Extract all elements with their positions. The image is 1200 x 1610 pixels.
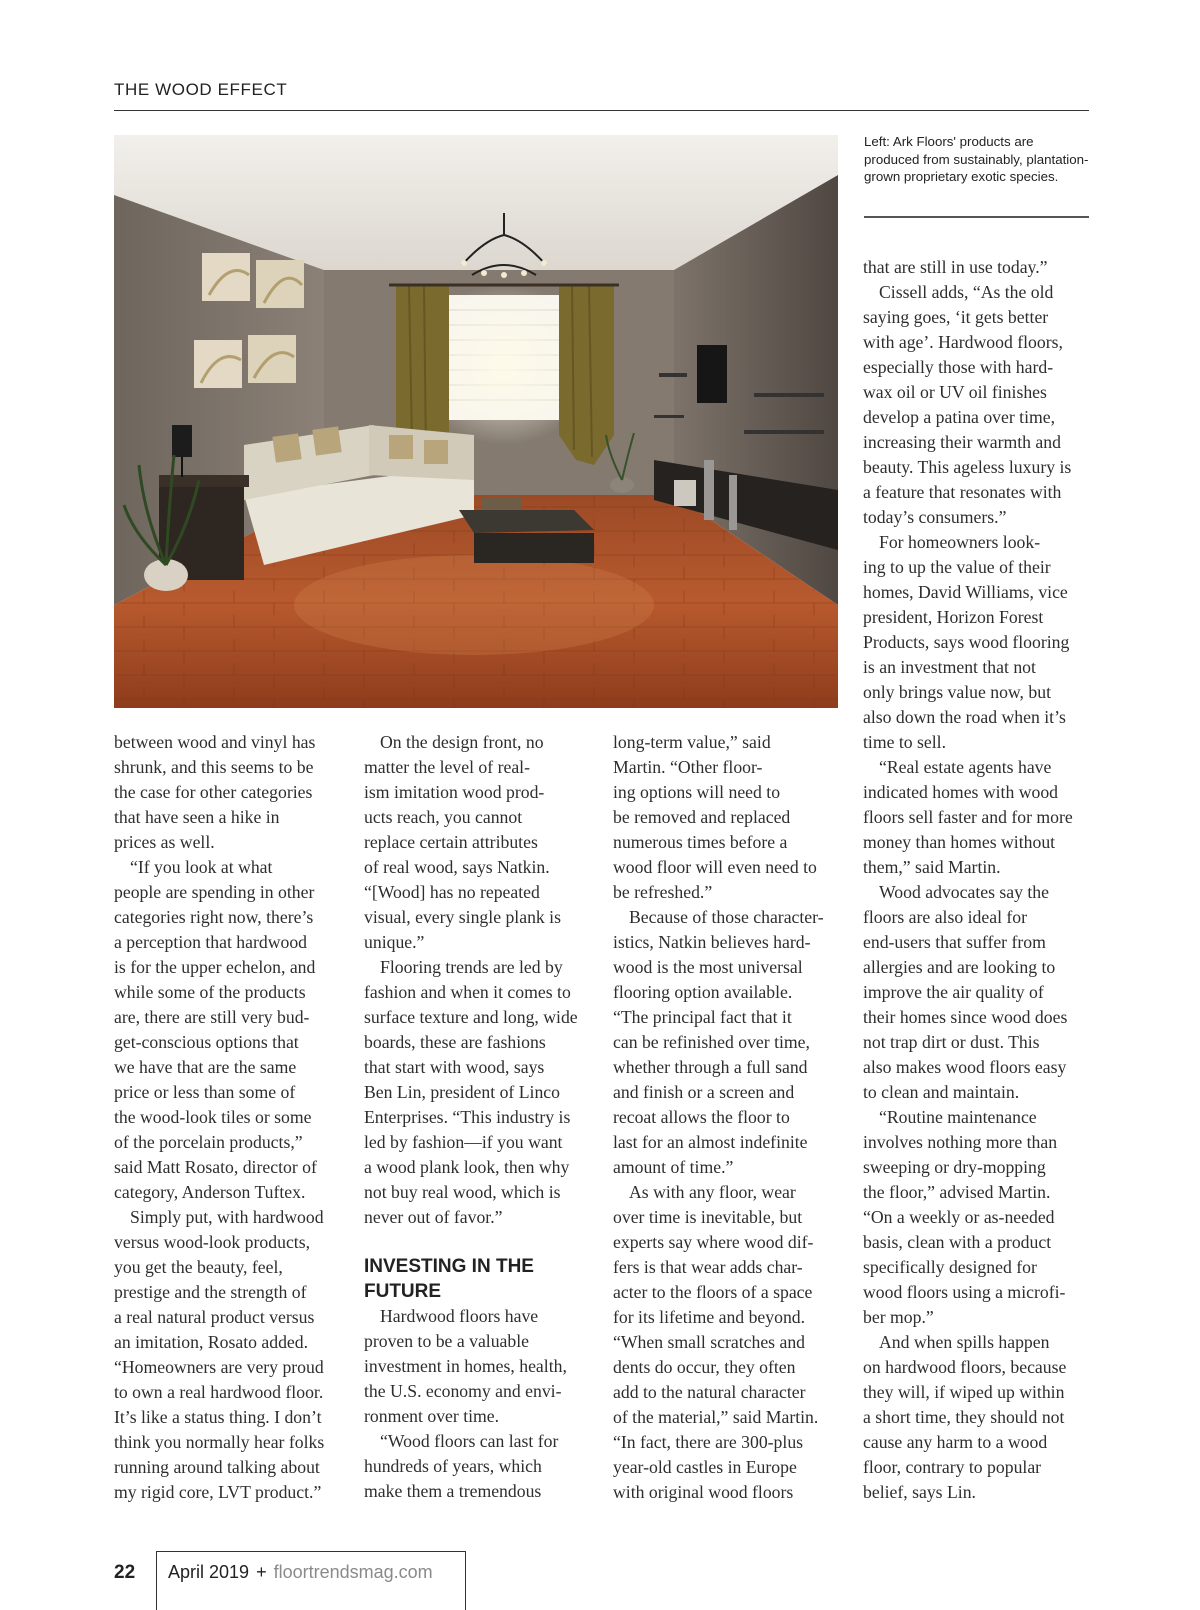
text-line: the U.S. economy and envi-	[364, 1381, 562, 1401]
text-line: a real natural product versus	[114, 1307, 315, 1327]
header-rule	[114, 110, 1089, 111]
text-line: make them a tremendous	[364, 1481, 542, 1501]
text-line: not trap dirt or dust. This	[863, 1032, 1040, 1052]
text-line: that start with wood, says	[364, 1057, 545, 1077]
footer-separator: +	[256, 1562, 267, 1582]
text-line: floors sell faster and for more	[863, 807, 1073, 827]
text-line: proven to be a valuable	[364, 1331, 530, 1351]
text-line: can be refinished over time,	[613, 1032, 810, 1052]
text-line: long-term value,” said	[613, 732, 771, 752]
text-line: wood floors using a microfi-	[863, 1282, 1066, 1302]
text-line: basis, clean with a product	[863, 1232, 1052, 1252]
caption-rule	[864, 216, 1089, 218]
text-line: only brings value now, but	[863, 682, 1051, 702]
text-line: homes, David Williams, vice	[863, 582, 1068, 602]
text-line: dents do occur, they often	[613, 1357, 796, 1377]
text-line: “Routine maintenance	[879, 1107, 1037, 1127]
text-line: on hardwood floors, because	[863, 1357, 1067, 1377]
text-line: saying goes, ‘it gets better	[863, 307, 1049, 327]
text-line: never out of favor.”	[364, 1207, 503, 1227]
text-line: money than homes without	[863, 832, 1056, 852]
text-line: to clean and maintain.	[863, 1082, 1020, 1102]
text-line: And when spills happen	[879, 1332, 1050, 1352]
text-line: Martin. “Other floor-	[613, 757, 763, 777]
text-line: It’s like a status thing. I don’t	[114, 1407, 322, 1427]
text-line: fashion and when it comes to	[364, 982, 571, 1002]
text-line: hundreds of years, which	[364, 1456, 542, 1476]
text-line: ing options will need to	[613, 782, 781, 802]
text-line: is for the upper echelon, and	[114, 957, 316, 977]
text-line: For homeowners look-	[879, 532, 1041, 552]
text-line: beauty. This ageless luxury is	[863, 457, 1072, 477]
text-line: specifically designed for	[863, 1257, 1037, 1277]
text-line: replace certain attributes	[364, 832, 538, 852]
text-line: allergies and are looking to	[863, 957, 1056, 977]
text-line: “Homeowners are very proud	[114, 1357, 324, 1377]
text-line: ronment over time.	[364, 1406, 500, 1426]
text-line: categories right now, there’s	[114, 907, 314, 927]
text-line: end-users that suffer from	[863, 932, 1046, 952]
text-line: get-conscious options that	[114, 1032, 299, 1052]
text-line: floors are also ideal for	[863, 907, 1028, 927]
text-line: last for an almost indefinite	[613, 1132, 808, 1152]
text-line: floor, contrary to popular	[863, 1457, 1042, 1477]
text-line: not buy real wood, which is	[364, 1182, 561, 1202]
text-line: develop a patina over time,	[863, 407, 1056, 427]
subheading: INVESTING IN THE	[364, 1256, 534, 1277]
text-line: “In fact, there are 300-plus	[613, 1432, 804, 1452]
subheading: FUTURE	[364, 1281, 442, 1302]
text-line: you get the beauty, feel,	[114, 1257, 283, 1277]
text-line: whether through a full sand	[613, 1057, 808, 1077]
text-line: over time is inevitable, but	[613, 1207, 803, 1227]
text-line: that have seen a hike in	[114, 807, 280, 827]
living-room-photo	[114, 135, 838, 708]
text-line: for its lifetime and beyond.	[613, 1307, 806, 1327]
text-line: Cissell adds, “As the old	[879, 282, 1054, 302]
text-line: the wood-look tiles or some	[114, 1107, 312, 1127]
text-line: running around talking about	[114, 1457, 320, 1477]
text-line: indicated homes with wood	[863, 782, 1059, 802]
text-line: wood is the most universal	[613, 957, 803, 977]
text-line: recoat allows the floor to	[613, 1107, 790, 1127]
text-line: improve the air quality of	[863, 982, 1044, 1002]
text-line: shrunk, and this seems to be	[114, 757, 314, 777]
text-line: increasing their warmth and	[863, 432, 1061, 452]
text-line: surface texture and long, wide	[364, 1007, 578, 1027]
text-line: to own a real hardwood floor.	[114, 1382, 324, 1402]
text-line: ucts reach, you cannot	[364, 807, 523, 827]
text-line: the case for other categories	[114, 782, 313, 802]
text-line: experts say where wood dif-	[613, 1232, 814, 1252]
text-line: cause any harm to a wood	[863, 1432, 1048, 1452]
text-line: involves nothing more than	[863, 1132, 1058, 1152]
text-line: matter the level of real-	[364, 757, 530, 777]
site-url: floortrendsmag.com	[273, 1562, 433, 1582]
text-line: wood floor will even need to	[613, 857, 817, 877]
text-line: investment in homes, health,	[364, 1356, 567, 1376]
text-line: with age’. Hardwood floors,	[863, 332, 1063, 352]
text-line: people are spending in other	[114, 882, 315, 902]
text-line: and finish or a screen and	[613, 1082, 795, 1102]
text-line: is an investment that not	[863, 657, 1036, 677]
photo-caption: Left: Ark Floors' products are produced from sustainably, plantation-grown proprietary exotic species.	[864, 134, 1089, 184]
text-line: a short time, they should not	[863, 1407, 1065, 1427]
text-line: numerous times before a	[613, 832, 788, 852]
text-line: unique.”	[364, 932, 425, 952]
text-line: of the material,” said Martin.	[613, 1407, 819, 1427]
text-line: Because of those character-	[629, 907, 824, 927]
section-header: THE WOOD EFFECT	[114, 80, 288, 99]
text-line: fers is that wear adds char-	[613, 1257, 803, 1277]
text-line: prices as well.	[114, 832, 215, 852]
text-line: “When small scratches and	[613, 1332, 806, 1352]
text-line: a perception that hardwood	[114, 932, 308, 952]
text-line: “Wood floors can last for	[380, 1431, 559, 1451]
text-line: while some of the products	[114, 982, 306, 1002]
text-line: Wood advocates say the	[879, 882, 1049, 902]
text-line: “Real estate agents have	[879, 757, 1052, 777]
subhead-spacer	[364, 1230, 594, 1254]
text-line: Hardwood floors have	[380, 1306, 539, 1326]
text-line: that are still in use today.”	[863, 257, 1048, 277]
text-line: are, there are still very bud-	[114, 1007, 310, 1027]
text-line: of real wood, says Natkin.	[364, 857, 550, 877]
text-line: add to the natural character	[613, 1382, 806, 1402]
text-line: of the porcelain products,”	[114, 1132, 303, 1152]
text-line: “The principal fact that it	[613, 1007, 792, 1027]
text-line: category, Anderson Tuftex.	[114, 1182, 306, 1202]
article-column-4	[863, 255, 1093, 1505]
text-line: also down the road when it’s	[863, 707, 1066, 727]
text-line: ism imitation wood prod-	[364, 782, 545, 802]
text-line: be removed and replaced	[613, 807, 791, 827]
text-line: think you normally hear folks	[114, 1432, 325, 1452]
text-line: ber mop.”	[863, 1307, 934, 1327]
text-line: Enterprises. “This industry is	[364, 1107, 571, 1127]
text-line: ing to up the value of their	[863, 557, 1051, 577]
text-line: between wood and vinyl has	[114, 732, 316, 752]
text-line: year-old castles in Europe	[613, 1457, 797, 1477]
text-line: “On a weekly or as-needed	[863, 1207, 1055, 1227]
text-line: said Matt Rosato, director of	[114, 1157, 317, 1177]
footer-folio	[168, 1562, 433, 1583]
text-line: Simply put, with hardwood	[130, 1207, 324, 1227]
text-line: president, Horizon Forest	[863, 607, 1044, 627]
text-line: On the design front, no	[380, 732, 544, 752]
text-line: a feature that resonates with	[863, 482, 1062, 502]
text-line: wax oil or UV oil finishes	[863, 382, 1047, 402]
text-line: them,” said Martin.	[863, 857, 1001, 877]
text-line: boards, these are fashions	[364, 1032, 546, 1052]
text-line: my rigid core, LVT product.”	[114, 1482, 322, 1502]
text-line: istics, Natkin believes hard-	[613, 932, 811, 952]
text-line: also makes wood floors easy	[863, 1057, 1067, 1077]
text-line: Flooring trends are led by	[380, 957, 563, 977]
text-line: Ben Lin, president of Linco	[364, 1082, 560, 1102]
text-line: visual, every single plank is	[364, 907, 561, 927]
text-line: price or less than some of	[114, 1082, 296, 1102]
text-line: flooring option available.	[613, 982, 793, 1002]
text-line: Products, says wood flooring	[863, 632, 1070, 652]
text-line: be refreshed.”	[613, 882, 713, 902]
text-line: especially those with hard-	[863, 357, 1054, 377]
text-line: we have that are the same	[114, 1057, 297, 1077]
article-column-1	[114, 730, 344, 1505]
issue-date: April 2019	[168, 1562, 250, 1582]
text-line: led by fashion—if you want	[364, 1132, 563, 1152]
text-line: “If you look at what	[130, 857, 273, 877]
text-line: they will, if wiped up within	[863, 1382, 1065, 1402]
page-number: 22	[114, 1562, 136, 1583]
text-line: As with any floor, wear	[629, 1182, 796, 1202]
text-line: the floor,” advised Martin.	[863, 1182, 1051, 1202]
text-line: acter to the floors of a space	[613, 1282, 813, 1302]
article-column-3	[613, 730, 843, 1505]
text-line: sweeping or dry-mopping	[863, 1157, 1046, 1177]
text-line: time to sell.	[863, 732, 947, 752]
text-line: a wood plank look, then why	[364, 1157, 570, 1177]
text-line: an imitation, Rosato added.	[114, 1332, 309, 1352]
text-line: versus wood-look products,	[114, 1232, 311, 1252]
text-line: prestige and the strength of	[114, 1282, 307, 1302]
text-line: today’s consumers.”	[863, 507, 1007, 527]
text-line: amount of time.”	[613, 1157, 734, 1177]
article-column-2	[364, 730, 594, 1504]
text-line: their homes since wood does	[863, 1007, 1068, 1027]
text-line: belief, says Lin.	[863, 1482, 976, 1502]
text-line: “[Wood] has no repeated	[364, 882, 540, 902]
text-line: with original wood floors	[613, 1482, 794, 1502]
